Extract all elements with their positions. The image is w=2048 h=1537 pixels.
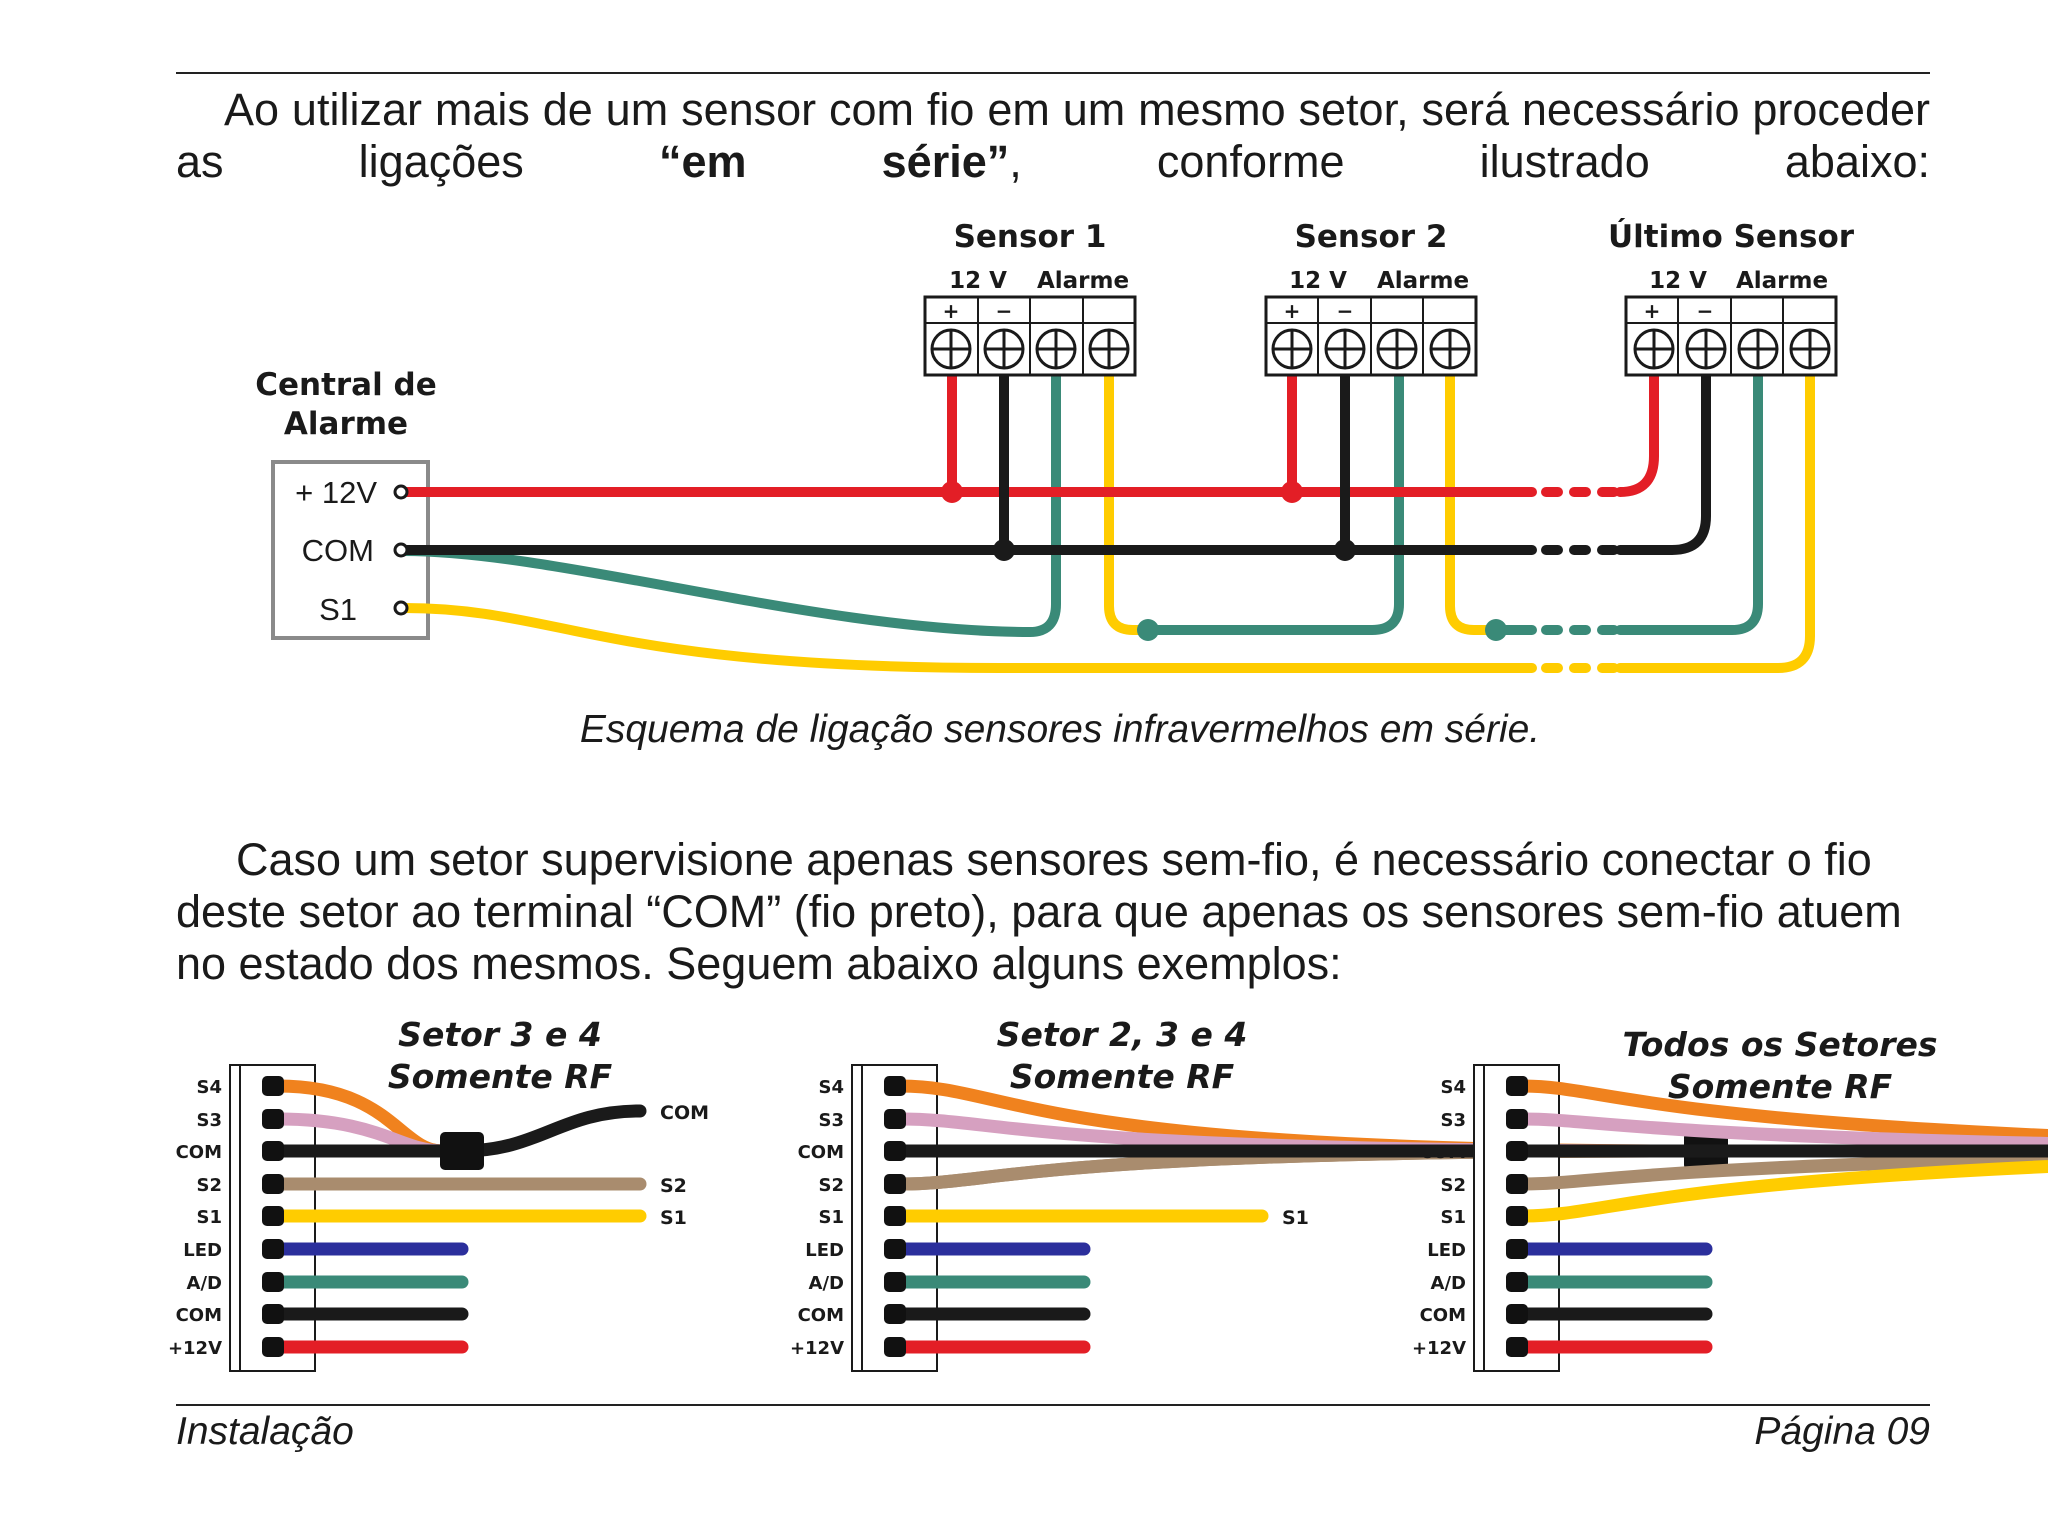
screw-icon bbox=[1273, 330, 1311, 368]
example-1-out-s2: S2 bbox=[660, 1175, 687, 1197]
example-1-wire-com-out bbox=[462, 1111, 640, 1151]
sensor-2-title: Sensor 2 bbox=[1294, 219, 1448, 255]
example-2-terminal-plug bbox=[884, 1304, 906, 1324]
sensor-1-block bbox=[925, 219, 1135, 375]
junction-red-1 bbox=[941, 481, 963, 503]
intro-text-1: Ao utilizar mais de um sensor com fio em um mesmo setor, será necessário proceder bbox=[224, 84, 1930, 135]
example-1-label-s4: S4 bbox=[196, 1077, 222, 1098]
sensor-last-block bbox=[1608, 218, 1855, 375]
example-2-label-s2: S2 bbox=[818, 1175, 844, 1196]
terminal-s1-label: S1 bbox=[319, 592, 357, 627]
sensor-1-alarme: Alarme bbox=[1036, 268, 1130, 294]
screw-icon bbox=[1635, 330, 1673, 368]
example-1-terminal-plug bbox=[262, 1239, 284, 1259]
example-3-label-s2: S2 bbox=[1440, 1175, 1466, 1196]
intro-bold: “em série” bbox=[658, 136, 1010, 187]
example-2-label-s1: S1 bbox=[818, 1207, 844, 1228]
example-1-terminal-plug bbox=[262, 1206, 284, 1226]
junction-red-2 bbox=[1281, 481, 1303, 503]
example-3-label-led: LED bbox=[1427, 1240, 1466, 1261]
example-2-terminal-plug bbox=[884, 1174, 906, 1194]
example-2-label-led: LED bbox=[805, 1240, 844, 1261]
terminal-s1-dot bbox=[395, 602, 407, 614]
sensor-2-12v: 12 V bbox=[1289, 268, 1347, 294]
sensor-1-plus: + bbox=[942, 299, 960, 323]
example-2-label-com: COM bbox=[797, 1305, 844, 1326]
wire-green-s1 bbox=[404, 374, 1056, 632]
example-2-terminal-plug bbox=[884, 1272, 906, 1292]
second-line-2: deste setor ao terminal “COM” (fio preto), para que apenas os sensores sem-fio atuem bbox=[176, 886, 1902, 937]
example-1-terminal-plug bbox=[262, 1174, 284, 1194]
junction-black-2 bbox=[1334, 539, 1356, 561]
example-1-terminal-plug bbox=[262, 1304, 284, 1324]
example-2-label-12v: +12V bbox=[789, 1338, 844, 1359]
sensor-last-plus: + bbox=[1643, 299, 1661, 323]
example-2-title-1: Setor 2, 3 e 4 bbox=[996, 1015, 1248, 1054]
wire-red-last bbox=[1620, 374, 1654, 492]
junction-green-1 bbox=[1137, 619, 1159, 641]
example-1-label-s1: S1 bbox=[196, 1207, 222, 1228]
example-3-terminal-plug bbox=[1506, 1109, 1528, 1129]
intro-text-3: , conforme ilustrado abaixo: bbox=[1009, 136, 1930, 187]
example-1-label-led: LED bbox=[183, 1240, 222, 1261]
intro-text-2: as ligações bbox=[176, 136, 659, 187]
example-2-label-s4: S4 bbox=[818, 1077, 844, 1098]
wire-green-last bbox=[1620, 374, 1758, 630]
example-1-label-com: COM bbox=[175, 1142, 222, 1163]
example-2-terminal-plug bbox=[884, 1206, 906, 1226]
example-2-out-com: COM bbox=[1282, 1133, 1332, 1155]
example-3-terminal-plug bbox=[1506, 1174, 1528, 1194]
terminal-com-label: COM bbox=[301, 533, 374, 568]
example-3-label-s4: S4 bbox=[1440, 1077, 1466, 1098]
terminal-12v-label: + 12V bbox=[295, 475, 377, 510]
example-3-terminal-plug bbox=[1506, 1272, 1528, 1292]
screw-icon bbox=[932, 330, 970, 368]
example-1-terminal-plug bbox=[262, 1141, 284, 1161]
screw-icon bbox=[1090, 330, 1128, 368]
example-3-terminal-plug bbox=[1506, 1206, 1528, 1226]
wire-yellow-last bbox=[1620, 374, 1810, 668]
example-3-label-12v: +12V bbox=[1411, 1338, 1466, 1359]
footer-right: Página 09 bbox=[1754, 1410, 1930, 1453]
screw-icon bbox=[1326, 330, 1364, 368]
example-2-terminal-plug bbox=[884, 1141, 906, 1161]
example-3-label-s1: S1 bbox=[1440, 1207, 1466, 1228]
example-1-label-ad: A/D bbox=[186, 1273, 222, 1294]
sensor-2-minus: − bbox=[1336, 299, 1354, 323]
diagram-caption: Esquema de ligação sensores infravermelhos em série. bbox=[579, 708, 1541, 751]
example-3-terminal-plug bbox=[1506, 1337, 1528, 1357]
second-line-1: Caso um setor supervisione apenas sensores sem-fio, é necessário conectar o fio bbox=[236, 834, 1872, 885]
example-1-terminal-plug bbox=[262, 1076, 284, 1096]
bottom-rule bbox=[176, 1404, 1930, 1406]
screw-icon bbox=[1687, 330, 1725, 368]
example-2-label-com: COM bbox=[797, 1142, 844, 1163]
example-2-terminal-plug bbox=[884, 1239, 906, 1259]
sensor-last-12v: 12 V bbox=[1649, 268, 1707, 294]
example-1-terminal-plug bbox=[262, 1109, 284, 1129]
second-line-3: no estado dos mesmos. Seguem abaixo alguns exemplos: bbox=[176, 938, 1342, 989]
sensor-last-title: Último Sensor bbox=[1607, 219, 1855, 255]
screw-icon bbox=[1431, 330, 1469, 368]
example-3-label-com: COM bbox=[1419, 1142, 1466, 1163]
example-1-out-s1: S1 bbox=[660, 1207, 687, 1229]
central-title-1: Central de bbox=[255, 367, 437, 403]
example-1-terminal-plug bbox=[262, 1337, 284, 1357]
central-title-2: Alarme bbox=[283, 406, 409, 442]
example-3-label-ad: A/D bbox=[1430, 1273, 1466, 1294]
second-paragraph bbox=[176, 834, 1930, 990]
junction-green-2 bbox=[1485, 619, 1507, 641]
sensor-1-title: Sensor 1 bbox=[953, 219, 1107, 255]
example-1-splice-hub bbox=[440, 1132, 484, 1170]
example-2-title-2: Somente RF bbox=[1009, 1057, 1235, 1096]
example-2-label-ad: A/D bbox=[808, 1273, 844, 1294]
sensor-last-minus: − bbox=[1696, 299, 1714, 323]
example-2-terminal-plug bbox=[884, 1076, 906, 1096]
wire-black-last bbox=[1620, 374, 1706, 550]
example-2-out-s1: S1 bbox=[1282, 1207, 1309, 1229]
example-3-label-com: COM bbox=[1419, 1305, 1466, 1326]
screw-icon bbox=[1791, 330, 1829, 368]
screw-icon bbox=[985, 330, 1023, 368]
footer-left: Instalação bbox=[176, 1410, 354, 1453]
example-3-terminal-plug bbox=[1506, 1076, 1528, 1096]
example-1-label-12v: +12V bbox=[167, 1338, 222, 1359]
example-1-title-2: Somente RF bbox=[387, 1057, 613, 1096]
wire-yellow-sensor2 bbox=[1450, 374, 1496, 630]
sensor-2-block bbox=[1266, 219, 1476, 375]
example-3-title-1: Todos os Setores bbox=[1622, 1025, 1938, 1064]
wire-green-sensor2 bbox=[1148, 374, 1399, 630]
example-1-terminal-plug bbox=[262, 1272, 284, 1292]
example-1-out-com: COM bbox=[660, 1102, 710, 1124]
terminal-com-dot bbox=[395, 544, 407, 556]
example-2-terminal-plug bbox=[884, 1109, 906, 1129]
example-3-label-s3: S3 bbox=[1440, 1110, 1466, 1131]
example-1-label-s3: S3 bbox=[196, 1110, 222, 1131]
example-2-label-s3: S3 bbox=[818, 1110, 844, 1131]
terminal-12v-dot bbox=[395, 486, 407, 498]
screw-icon bbox=[1037, 330, 1075, 368]
example-3-terminal-plug bbox=[1506, 1239, 1528, 1259]
screw-icon bbox=[1378, 330, 1416, 368]
sensor-1-minus: − bbox=[995, 299, 1013, 323]
example-3-terminal-plug bbox=[1506, 1304, 1528, 1324]
sensor-2-plus: + bbox=[1283, 299, 1301, 323]
wire-yellow-sensor1 bbox=[1109, 374, 1148, 630]
example-1-title-1: Setor 3 e 4 bbox=[398, 1015, 602, 1054]
sensor-2-alarme: Alarme bbox=[1376, 268, 1470, 294]
example-2-terminal-plug bbox=[884, 1337, 906, 1357]
sensor-last-alarme: Alarme bbox=[1735, 268, 1829, 294]
example-3-title-2: Somente RF bbox=[1667, 1067, 1893, 1106]
screw-icon bbox=[1739, 330, 1777, 368]
example-3-terminal-plug bbox=[1506, 1141, 1528, 1161]
junction-black-1 bbox=[993, 539, 1015, 561]
sensor-1-12v: 12 V bbox=[949, 268, 1007, 294]
example-1-label-com: COM bbox=[175, 1305, 222, 1326]
wire-yellow-main bbox=[404, 608, 1532, 668]
example-1-label-s2: S2 bbox=[196, 1175, 222, 1196]
